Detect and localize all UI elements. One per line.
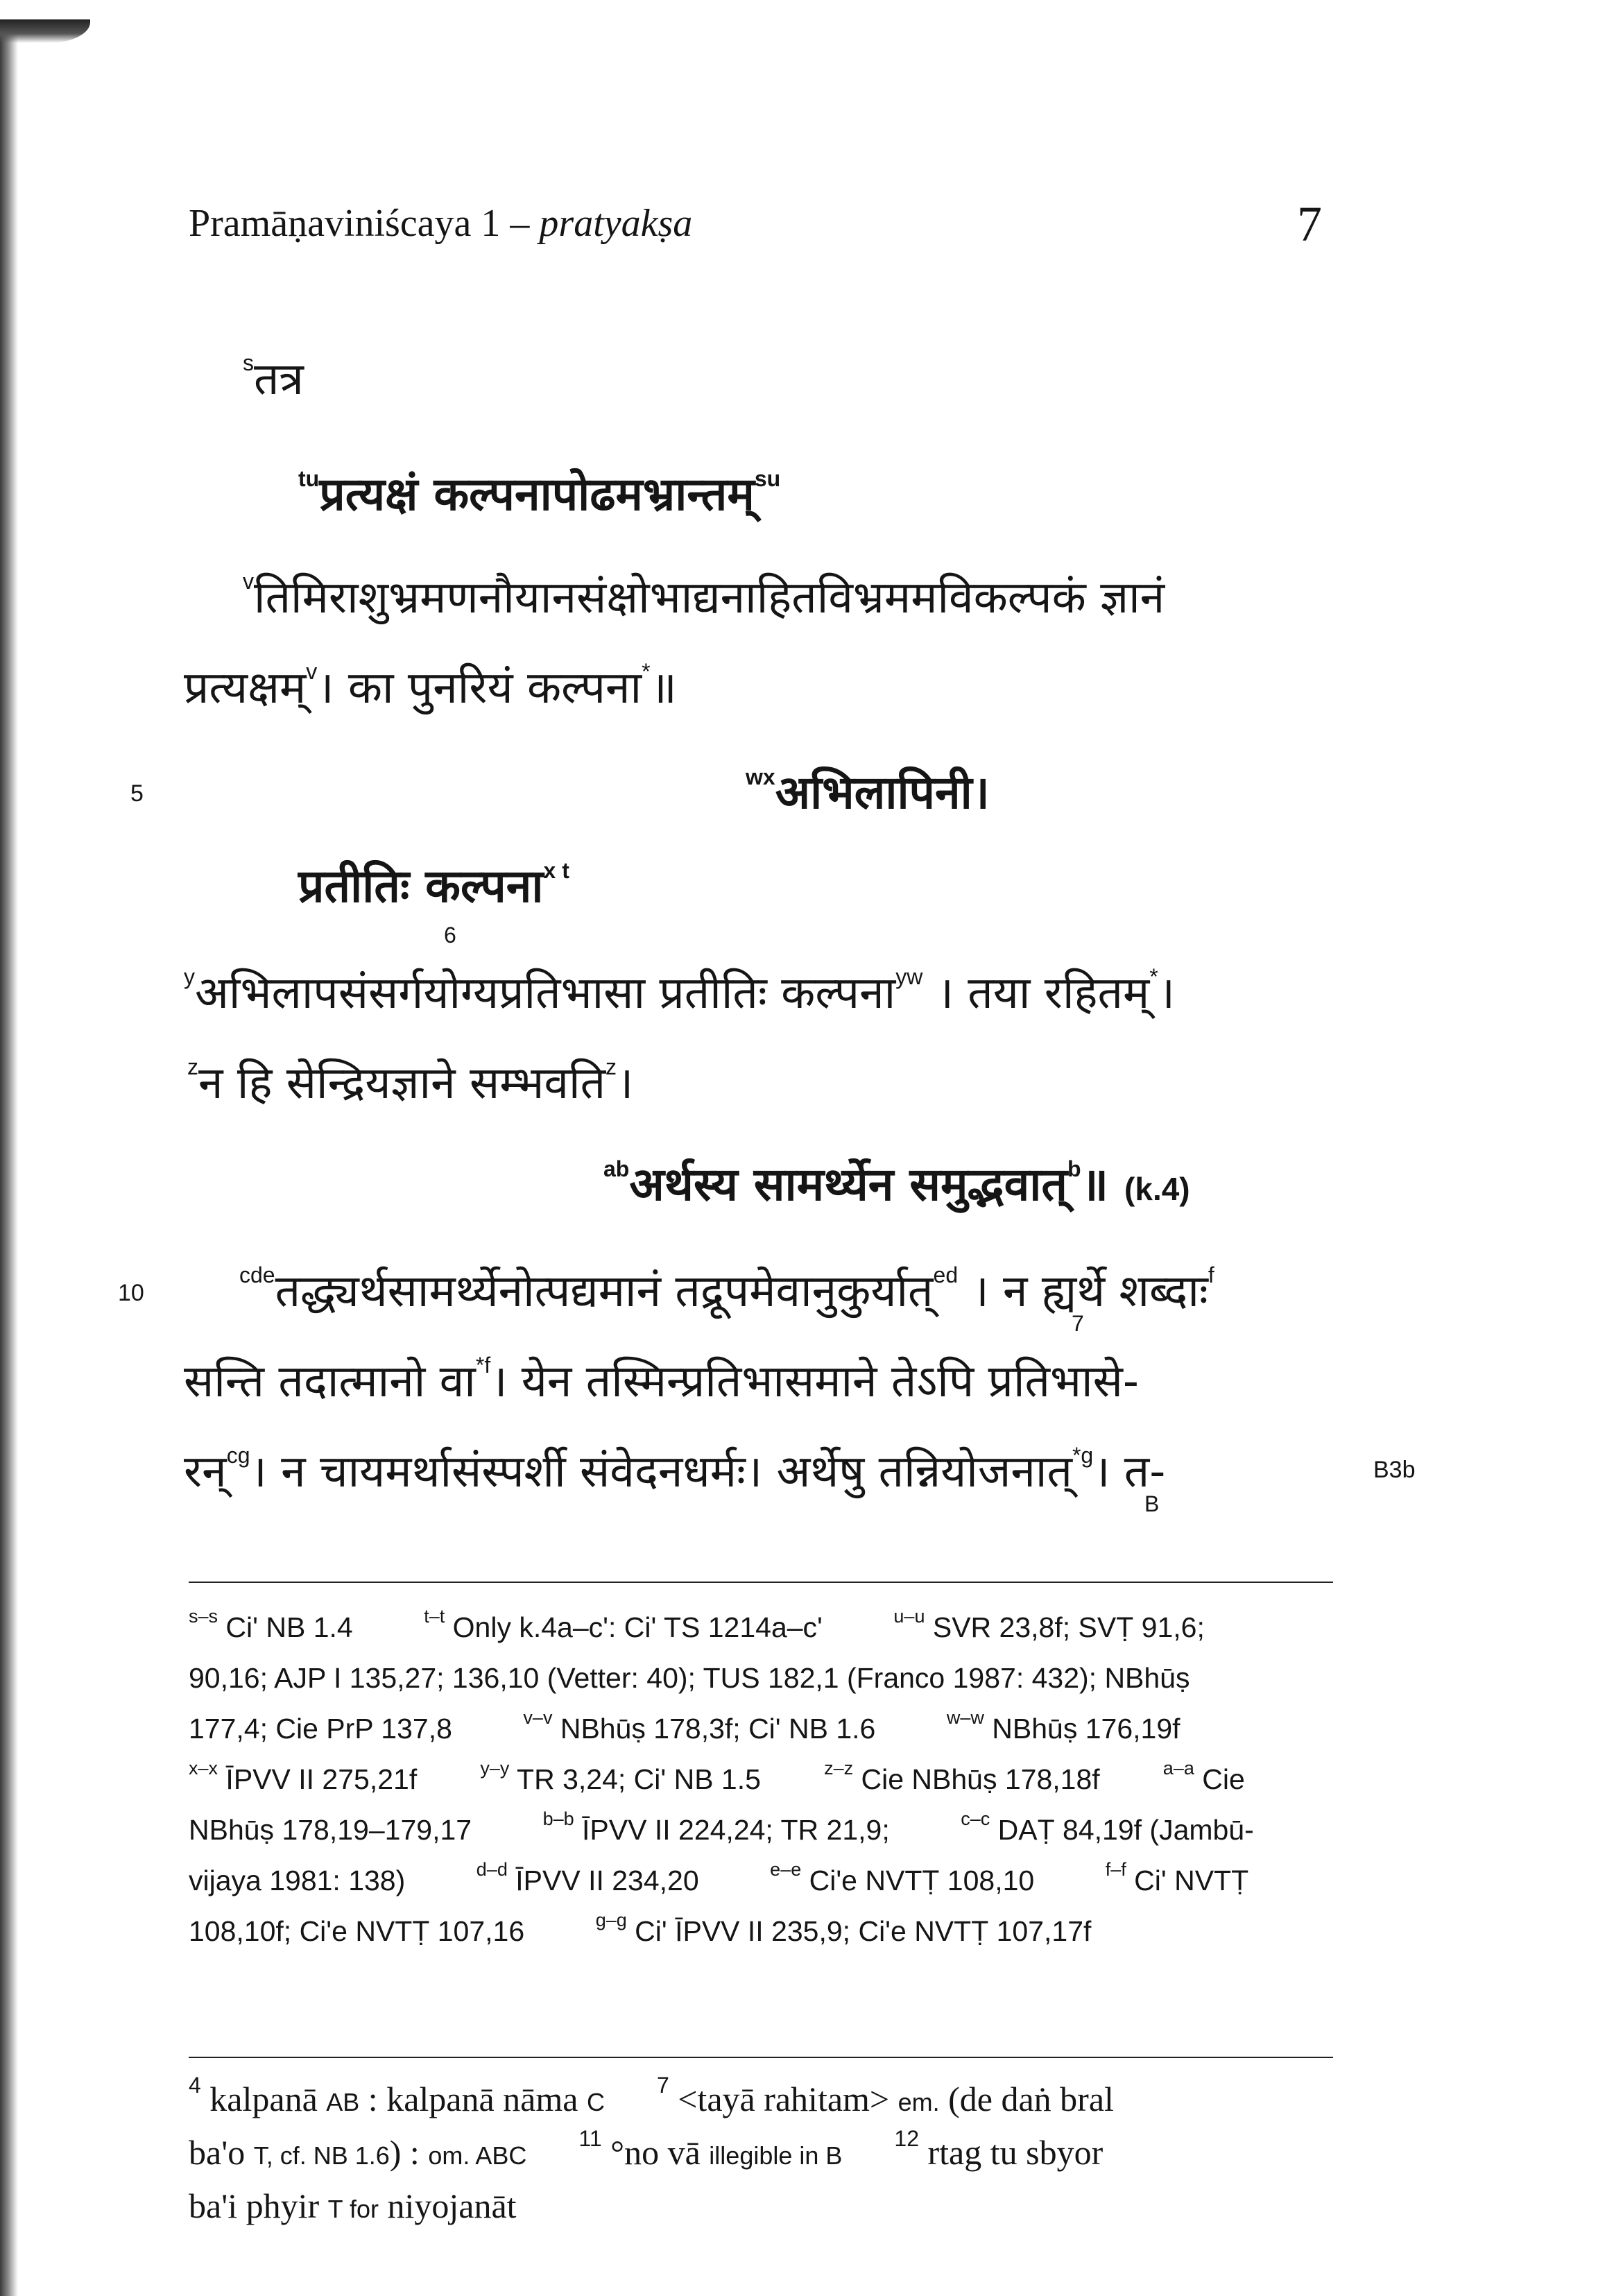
text-line-7 xyxy=(184,961,1175,1021)
page-corner-shadow xyxy=(0,19,90,43)
critical-note-line: ba'i phyir T for niyojanāt xyxy=(189,2186,517,2225)
line-reference-number: 7 xyxy=(1072,1311,1084,1336)
text-line-4 xyxy=(184,656,677,716)
apparatus-marker: * xyxy=(475,1353,485,1378)
apparatus-marker: * xyxy=(1149,964,1158,989)
apparatus-divider-1 xyxy=(189,1582,1333,1583)
margin-folio-reference: B3b xyxy=(1373,1457,1416,1483)
source-note-line: $^{x-x}$ ĪPVV II 275,21f $^{y-y}$ TR 3,24; Ci' NB 1.5 $^{z-z}$ Cie NBhūṣ 178,18f $^{a-a}$ Cie xyxy=(189,1758,1245,1795)
apparatus-marker: s xyxy=(243,350,254,375)
sanskrit-text: । तया रहितम् xyxy=(922,968,1150,1019)
apparatus-marker: g xyxy=(237,1443,250,1468)
line-reference-number: 6 xyxy=(444,923,456,948)
verse-text: अभिलापिनी। xyxy=(775,766,990,819)
apparatus-marker: su xyxy=(754,466,781,491)
text-line-6-verse xyxy=(298,853,569,916)
sanskrit-text: तत्र xyxy=(254,354,304,405)
sanskrit-text: तिमिराशुभ्रमणनौयानसंक्षोभाद्यनाहितविभ्रममविकल्पकं ज्ञानं xyxy=(254,572,1165,624)
critical-apparatus xyxy=(189,2074,1340,2234)
source-note-line: 90,16; AJP I 135,27; 136,10 (Vetter: 40); TUS 182,1 (Franco 1987: 432); NBhūṣ xyxy=(189,1662,1190,1694)
line-number-5: 5 xyxy=(130,780,144,807)
critical-note-line: $^4$ kalpanā AB : kalpanā nāma C $^7$ <tayā rahitam> em. (de daṅ bral xyxy=(189,2073,1114,2118)
text-line-8 xyxy=(187,1051,633,1111)
apparatus-marker: v xyxy=(243,569,254,594)
sanskrit-text: । का पुनरियं कल्पना xyxy=(317,662,642,714)
text-line-11 xyxy=(184,1349,1139,1410)
sanskrit-text: । xyxy=(1158,968,1176,1019)
critical-note-line: ba'o T, cf. NB 1.6) : om. ABC $^{11}$ °no vā illegible in B $^{12}$ rtag tu sbyor xyxy=(189,2126,1104,2172)
verse-text: प्रत्यक्षं कल्पनापोढमभ्रान्तम् xyxy=(319,468,755,521)
apparatus-marker: cd xyxy=(239,1262,263,1287)
sanskrit-text: अभिलापसंसर्गयोग्यप्रतिभासा प्रतीतिः कल्पना xyxy=(195,968,896,1019)
source-note-line: $^{s-s}$ Ci' NB 1.4 $^{t-t}$ Only k.4a–c': Ci' TS 1214a–c' $^{u-u}$ SVR 23,8f; SVṬ 91,6; xyxy=(189,1606,1205,1643)
apparatus-marker: ed xyxy=(933,1262,959,1287)
apparatus-marker: f xyxy=(484,1353,491,1378)
sanskrit-text: । xyxy=(617,1058,634,1109)
header-title: Pramāṇaviniścaya 1 – xyxy=(189,202,540,245)
page-number: 7 xyxy=(1297,196,1322,252)
running-header xyxy=(189,201,692,246)
apparatus-marker: b xyxy=(1067,1156,1081,1181)
sanskrit-text: । न ह्यर्थे शब्दाः xyxy=(958,1266,1208,1317)
apparatus-marker: ab xyxy=(603,1156,630,1181)
verse-text: प्रतीतिः कल्पना xyxy=(298,859,544,913)
sanskrit-text: न हि सेन्द्रियज्ञाने सम्भवति xyxy=(198,1058,606,1109)
line-number-10: 10 xyxy=(118,1280,144,1306)
sanskrit-text: प्रत्यक्षम् xyxy=(184,662,307,714)
sanskrit-text: रन् xyxy=(184,1446,227,1498)
text-line-12 xyxy=(184,1439,1165,1500)
apparatus-marker: wx xyxy=(746,764,775,789)
page-edge-shadow xyxy=(0,21,18,2296)
apparatus-marker: z xyxy=(187,1054,198,1079)
apparatus-divider-2 xyxy=(189,2057,1333,2058)
source-note-line: 108,10f; Ci'e NVTṬ 107,16 $^{g-g}$ Ci' ĪPVV II 235,9; Ci'e NVTṬ 107,17f xyxy=(189,1910,1092,1947)
apparatus-marker: z xyxy=(606,1054,617,1079)
header-title-italic: pratyakṣa xyxy=(539,202,693,245)
apparatus-marker: y xyxy=(184,964,195,989)
manuscript-folio-marker: B xyxy=(1144,1491,1160,1516)
apparatus-marker: * xyxy=(1072,1443,1081,1468)
apparatus-marker: yw xyxy=(895,964,923,989)
verse-text: अर्थस्य सामर्थ्येन समुद्भवात् xyxy=(629,1158,1067,1211)
text-line-10 xyxy=(239,1259,1214,1319)
apparatus-marker: e xyxy=(262,1262,275,1287)
apparatus-marker: * xyxy=(642,659,651,684)
apparatus-marker: tu xyxy=(298,466,320,491)
verse-text: ॥ xyxy=(1081,1158,1125,1211)
sanskrit-text: सन्ति तदात्मानो वा xyxy=(184,1356,476,1407)
source-note-line: 177,4; Cie PrP 137,8 $^{v-v}$ NBhūṣ 178,3f; Ci' NB 1.6 $^{w-w}$ NBhūṣ 176,19f xyxy=(189,1707,1180,1745)
apparatus-marker: g xyxy=(1081,1443,1094,1468)
source-note-line: vijaya 1981: 138) $^{d-d}$ ĪPVV II 234,20 $^{e-e}$ Ci'e NVTṬ 108,10 $^{f-f}$ Ci' NVTṬ xyxy=(189,1859,1249,1896)
source-apparatus xyxy=(189,1602,1340,1957)
text-line-2-verse xyxy=(298,461,780,524)
apparatus-marker: f xyxy=(1208,1262,1214,1287)
text-line-1 xyxy=(243,347,304,407)
karika-reference: (k.4) xyxy=(1124,1171,1190,1207)
apparatus-marker: x t xyxy=(543,858,569,883)
sanskrit-text: तद्ध्यर्थसामर्थ्येनोत्पद्यमानं तद्रूपमेवानुकुर्यात् xyxy=(275,1266,934,1317)
source-note-line: NBhūṣ 178,19–179,17 $^{b-b}$ ĪPVV II 224,24; TR 21,9; $^{c-c}$ DAṬ 84,19f (Jambū- xyxy=(189,1808,1254,1846)
apparatus-marker: v xyxy=(306,659,318,684)
sanskrit-text: । त- xyxy=(1093,1446,1166,1498)
apparatus-marker: c xyxy=(226,1443,238,1468)
sanskrit-text: । येन तस्मिन्प्रतिभासमाने तेऽपि प्रतिभासे- xyxy=(490,1356,1139,1407)
sanskrit-text: । न चायमर्थासंस्पर्शी संवेदनधर्मः। अर्थेषु तन्नियोजनात् xyxy=(250,1446,1072,1498)
sanskrit-text: ॥ xyxy=(650,662,677,714)
text-line-9-verse xyxy=(603,1151,1190,1214)
text-line-3 xyxy=(243,565,1165,626)
text-line-5-verse xyxy=(746,760,990,822)
